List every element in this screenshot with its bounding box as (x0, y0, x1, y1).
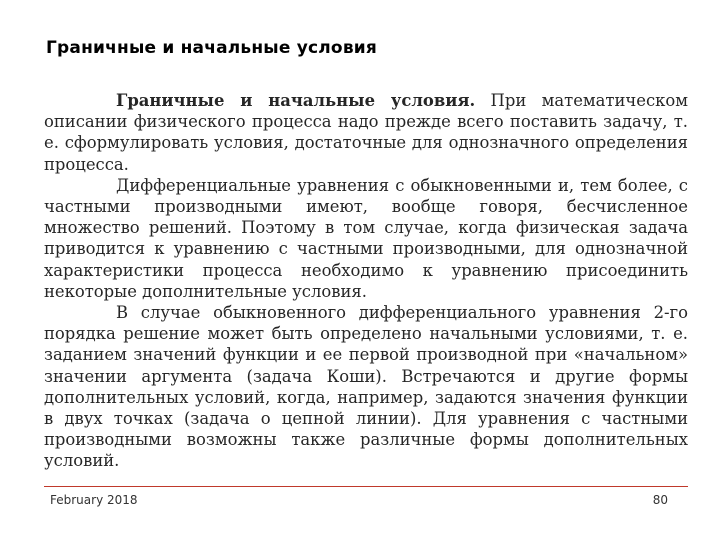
footer-divider (44, 486, 688, 487)
scanned-text-block (44, 90, 688, 472)
paragraph-2: Дифференциальные уравнения с обыкновенными и, тем более, с частными производными имеют, вообще говоря, бесчисленное множество решений. Поэтому в том случае, когда физическая задача приводится к уравнению с частными производными, для однозначной характеристики процесса необходимо к уравнению присоединить некоторые дополнительные условия. (44, 175, 688, 301)
paragraph-1 (44, 90, 688, 175)
paragraph-1-text: При математическом описании физического процесса надо прежде всего поставить задачу, т. е. сформулировать условия, достаточные для однозначного определения процесса. (44, 91, 688, 174)
paragraph-3: В случае обыкновенного дифференциального уравнения 2-го порядка решение может быть определено начальными условиями, т. е. заданием значений функции и ее первой производной при «начальном» значении аргумента (задача Коши). Встречаются и другие формы дополнительных условий, когда, например, задаются значения функции в двух точках (задача о цепной линии). Для уравнения с частными производными возможны также различные формы дополнительных условий. (44, 303, 688, 471)
footer-date: February 2018 (50, 493, 138, 507)
slide-title: Граничные и начальные условия (46, 38, 377, 58)
paragraph-heading: Граничные и начальные условия. (116, 91, 476, 110)
page-number: 80 (652, 493, 668, 507)
